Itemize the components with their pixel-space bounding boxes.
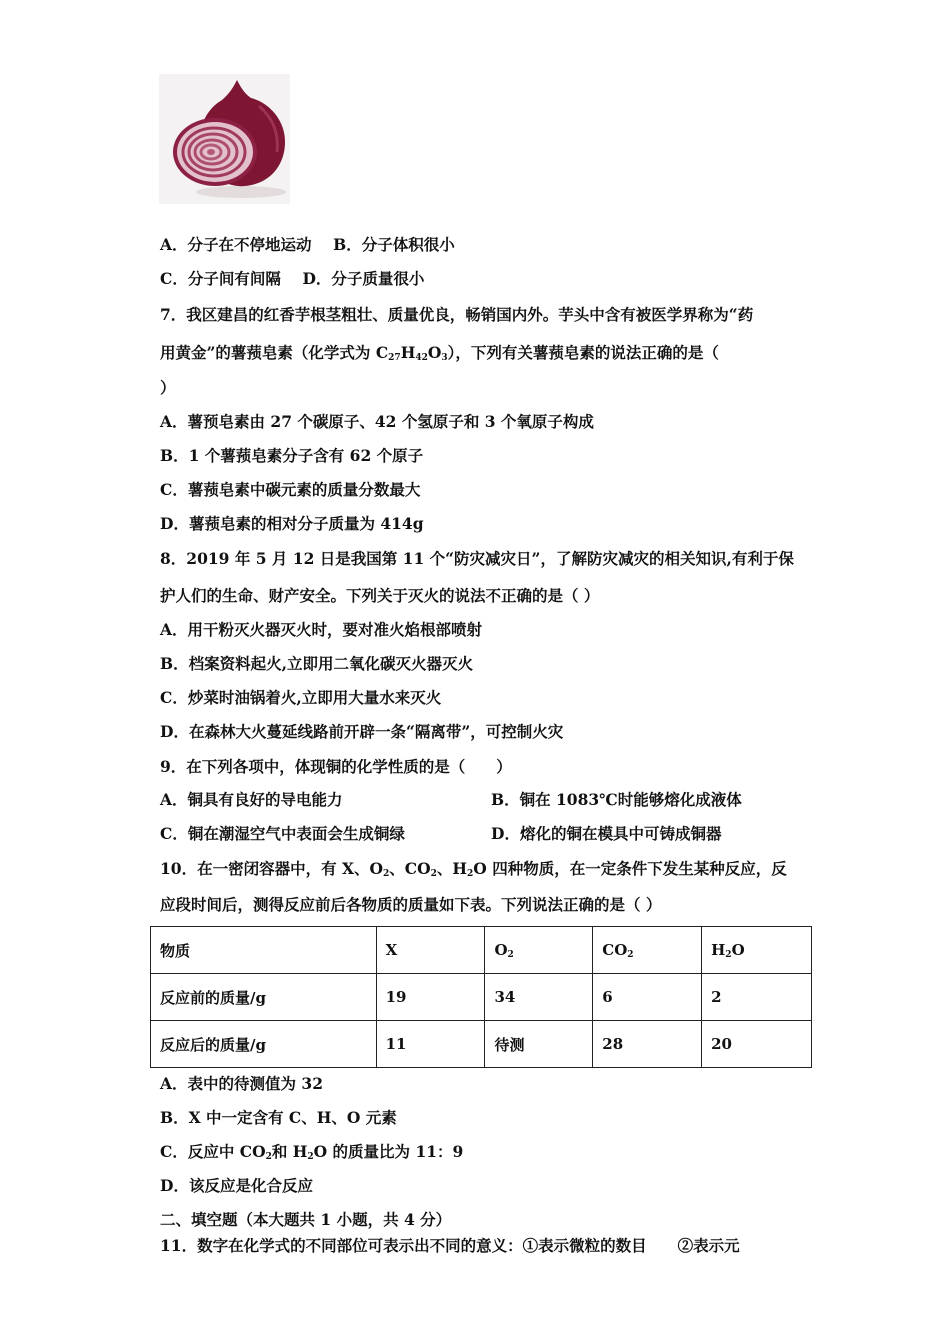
q7-option-b[interactable]: B．1 个薯蓣皂素分子含有 62 个原子 [160,446,424,465]
q10-stem-line-1: 10．在一密闭容器中，有 X、$O_2$、$CO_2$、$H_2O$ 四种物质，在一定条件下发生某种反应，反 [160,859,787,879]
q6-option-c[interactable]: C．分子间有间隔 [160,269,281,288]
q8-option-d[interactable]: D．在森林大火蔓延线路前开辟一条“隔离带”，可控制火灾 [160,722,564,741]
q7-option-a[interactable]: A．薯预皂素由 27 个碳原子、42 个氢原子和 3 个氧原子构成 [160,412,594,431]
table-cell: 11 [376,1021,485,1068]
section-heading-fill-in: 二、填空题（本大题共 1 小题，共 4 分） [160,1210,452,1229]
q10-option-c[interactable]: C．反应中 $CO_2$和 $H_2O$ 的质量比为 11：9 [160,1142,464,1162]
q7-option-c[interactable]: C．薯蓣皂素中碳元素的质量分数最大 [160,480,421,499]
q8-stem-line-2: 护人们的生命、财产安全。下列关于灭火的说法不正确的是（ ） [160,586,600,605]
q6-option-a[interactable]: A．分子在不停地运动 [160,235,312,254]
table-header-cell: $O_2$ [485,927,593,974]
q8-option-a[interactable]: A．用干粉灭火器灭火时，要对准火焰根部喷射 [160,620,483,639]
q8-stem-line-1: 8．2019 年 5 月 12 日是我国第 11 个“防灾减灾日”，了解防灾减灾的相关知识,有利于保 [160,549,794,568]
q11-stem: 11．数字在化学式的不同部位可表示出不同的意义：①表示微粒的数目 ②表示元 [160,1236,740,1255]
table-cell: 反应后的质量/g [151,1021,377,1068]
q10-stem-line-2: 应段时间后，测得反应前后各物质的质量如下表。下列说法正确的是（ ） [160,895,662,914]
table-cell: 34 [485,974,593,1021]
q6-option-b[interactable]: B．分子体积很小 [333,235,455,254]
table-cell: 20 [702,1021,812,1068]
q6-options-row-1 [160,235,455,255]
q8-option-c[interactable]: C．炒菜时油锅着火,立即用大量水来灭火 [160,688,442,707]
table-header-cell: $CO_2$ [593,927,702,974]
q7-option-d[interactable]: D．薯蓣皂素的相对分子质量为 414g [160,514,424,533]
table-header-cell: 物质 [151,927,377,974]
q9-option-d[interactable]: D．熔化的铜在模具中可铸成铜器 [491,824,722,843]
table-cell: 19 [376,974,485,1021]
q7-stem-line-3: ） [160,378,176,397]
table-header-cell: X [376,927,485,974]
q9-option-a[interactable]: A．铜具有良好的导电能力 [160,790,343,809]
q10-option-b[interactable]: B．X 中一定含有 C、H、O 元素 [160,1108,397,1127]
table-cell: 2 [702,974,812,1021]
q10-mass-table [150,926,812,1068]
q6-options-row-2 [160,269,424,289]
table-header-row [151,927,812,974]
q10-option-d[interactable]: D．该反应是化合反应 [160,1176,313,1195]
table-cell: 待测 [485,1021,593,1068]
onion-image [159,74,290,204]
table-cell: 反应前的质量/g [151,974,377,1021]
q6-option-d[interactable]: D．分子质量很小 [302,269,425,288]
table-row [151,1021,812,1068]
q7-stem-line-1: 7．我区建昌的红香芋根茎粗壮、质量优良，畅销国内外。芋头中含有被医学界称为“药 [160,305,754,324]
q9-stem: 9．在下列各项中，体现铜的化学性质的是（ ） [160,757,512,776]
q10-option-a[interactable]: A．表中的待测值为 32 [160,1074,323,1093]
table-cell: 28 [593,1021,702,1068]
q7-stem-line-2: 用黄金”的薯蓣皂素（化学式为 $C_{27}H_{42}O_3$），下列有关薯蓣皂素的说法正确的是（ [160,343,719,363]
q9-option-b[interactable]: B．铜在 1083℃时能够熔化成液体 [491,790,742,809]
q9-option-c[interactable]: C．铜在潮湿空气中表面会生成铜绿 [160,824,405,843]
table-row [151,974,812,1021]
table-header-cell: $H_2O$ [702,927,812,974]
table-cell: 6 [593,974,702,1021]
q8-option-b[interactable]: B．档案资料起火,立即用二氧化碳灭火器灭火 [160,654,473,673]
